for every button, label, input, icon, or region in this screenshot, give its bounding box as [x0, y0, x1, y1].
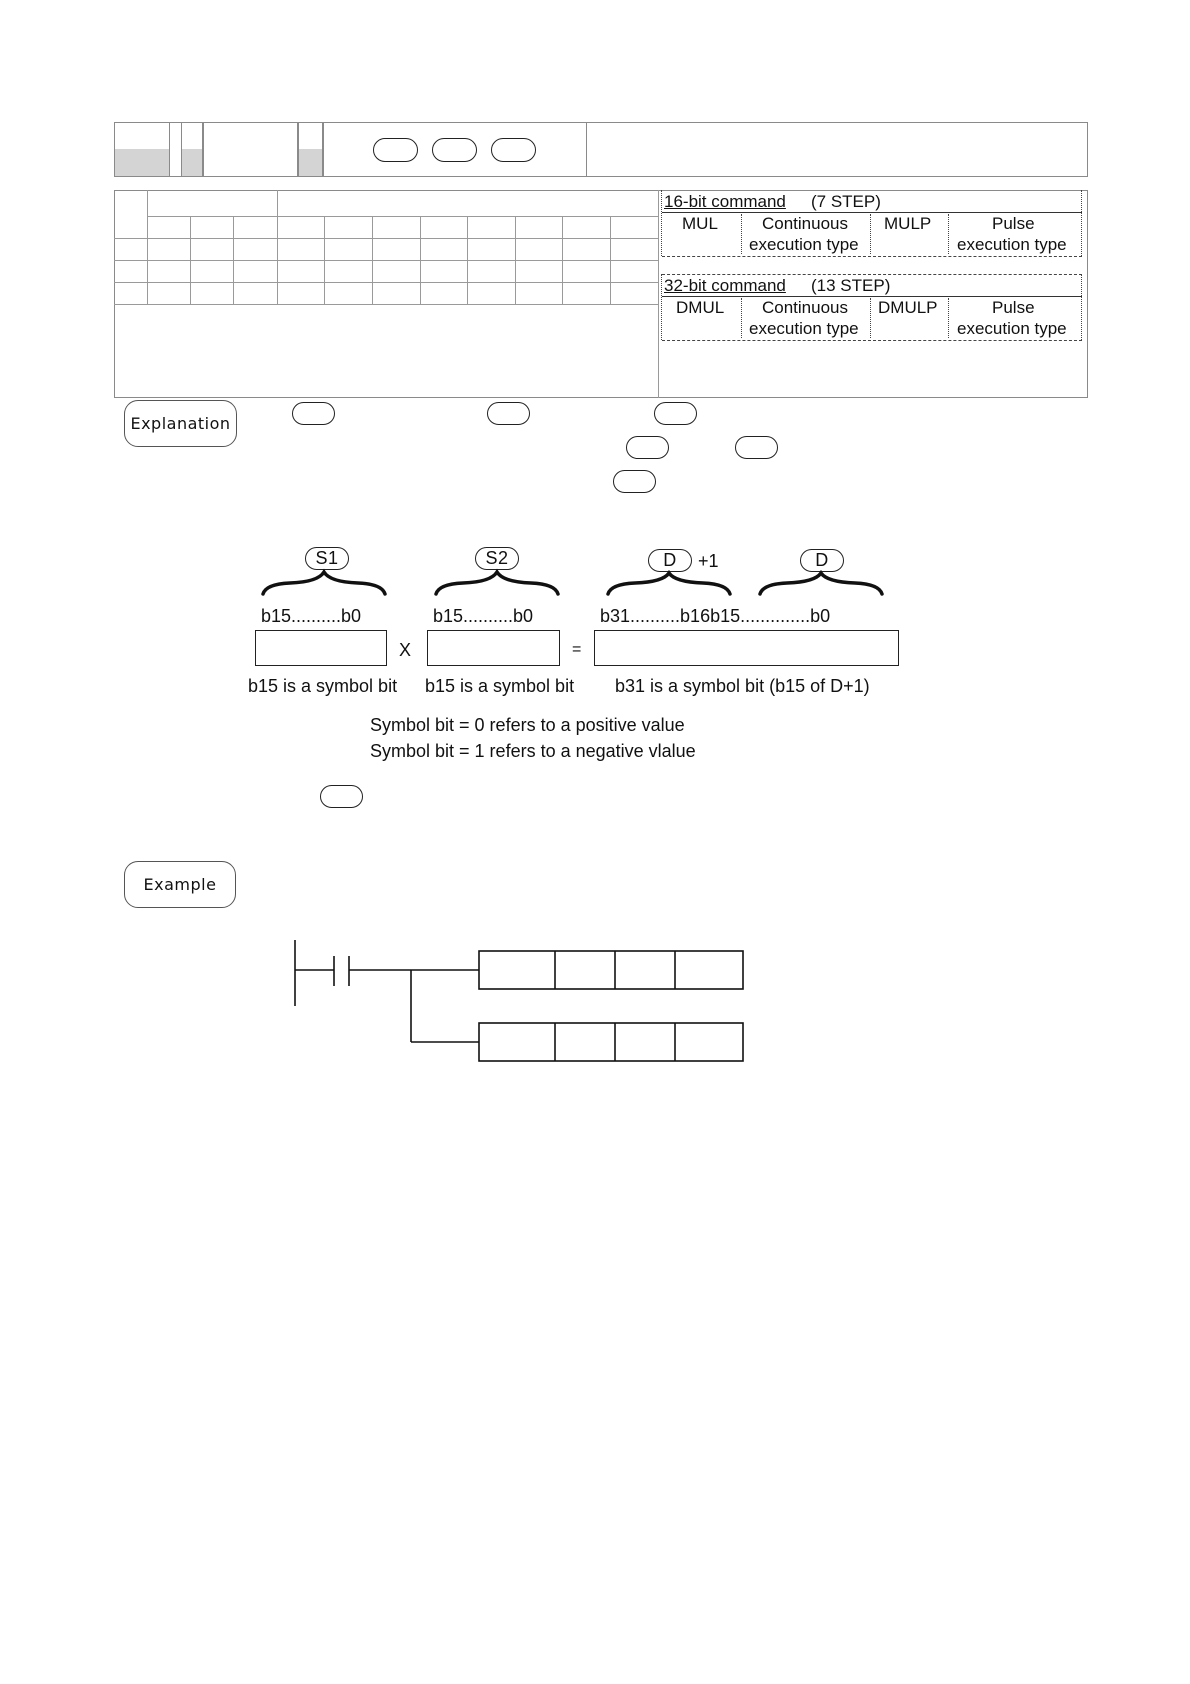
cmd32-mnemonic: DMUL	[676, 298, 725, 317]
cmd32-title: 32-bit command	[664, 276, 786, 295]
brace-d-low	[760, 573, 882, 594]
d-low-badge: D	[800, 549, 844, 572]
brace-group	[0, 0, 1190, 620]
bits-s1: b15..........b0	[261, 606, 362, 626]
note-negative: Symbol bit = 1 refers to a negative vlalue	[370, 741, 696, 761]
bits-d: b31..........b16b15..............b0	[600, 606, 831, 626]
cmd32-pulse-line2: execution type	[957, 319, 1067, 338]
bits-s2: b15..........b0	[433, 606, 534, 626]
symbol-bit-s1: b15 is a symbol bit	[248, 676, 398, 696]
instruction-box-1	[479, 951, 743, 989]
brace-s2	[436, 572, 558, 594]
d-high-badge: D	[648, 549, 692, 572]
inline-operand-pill	[320, 785, 363, 808]
cmd32-pulse-mnemonic: DMULP	[878, 298, 938, 317]
explanation-badge: Explanation	[124, 400, 237, 447]
cmd16-pulse-mnemonic: MULP	[884, 214, 932, 233]
brace-d-high	[608, 573, 730, 594]
s2-register-box	[427, 630, 560, 666]
symbol-bit-d: b31 is a symbol bit (b15 of D+1)	[615, 676, 870, 696]
cmd16-cont-line1: Continuous	[762, 214, 849, 233]
example-badge: Example	[124, 861, 236, 908]
ladder-diagram	[0, 920, 1190, 1070]
equals-sign: =	[572, 641, 582, 658]
s2-badge: S2	[475, 547, 519, 570]
times-sign: X	[399, 640, 412, 660]
note-positive: Symbol bit = 0 refers to a positive value	[370, 715, 685, 735]
cmd16-mnemonic: MUL	[682, 214, 718, 233]
d-register-box	[594, 630, 899, 666]
cmd16-steps: (7 STEP)	[811, 192, 881, 211]
cmd16-pulse-line1: Pulse	[992, 214, 1035, 233]
cmd32-steps: (13 STEP)	[811, 276, 891, 295]
symbol-bit-s2: b15 is a symbol bit	[425, 676, 575, 696]
s1-badge: S1	[305, 547, 349, 570]
brace-s1	[263, 572, 385, 594]
cmd16-cont-line2: execution type	[749, 235, 859, 254]
s1-register-box	[255, 630, 387, 666]
cmd16-title: 16-bit command	[664, 192, 786, 211]
cmd32-cont-line1: Continuous	[762, 298, 849, 317]
instruction-box-2	[479, 1023, 743, 1061]
cmd16-pulse-line2: execution type	[957, 235, 1067, 254]
cmd32-pulse-line1: Pulse	[992, 298, 1035, 317]
cmd32-cont-line2: execution type	[749, 319, 859, 338]
plus-one-label: +1	[698, 551, 719, 571]
